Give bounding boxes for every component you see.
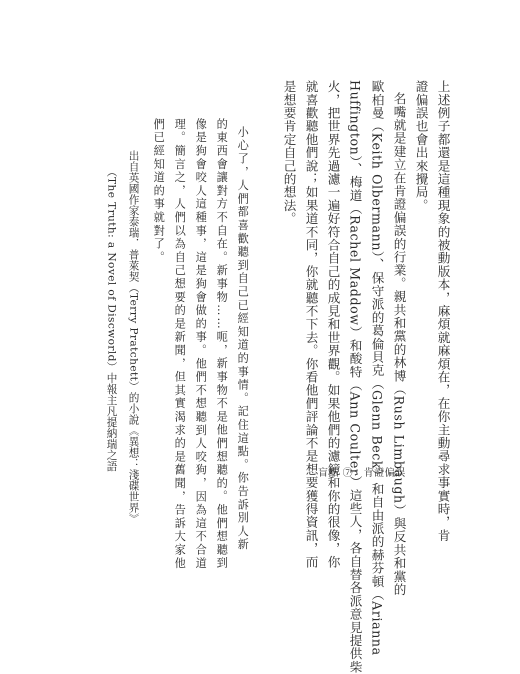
body-line: 證偏誤也會出來攪局。 <box>413 80 429 212</box>
running-head: 盲點 ⑦：肯證偏誤 <box>318 468 406 479</box>
body-line: 名嘴就是建立在肯證偏誤的行業。親共和黨的林博（Rush Limbaugh）與反共和黨的 <box>391 92 407 597</box>
quote-line: 理。簡言之，人們以為自己想要的是新聞，但其實渴求的是舊聞，告訴大家他 <box>173 118 187 571</box>
quote-source-line: 出自英國作家泰瑞．普萊契（Terry Pratchett）的小說《異想：淺碟世界》 <box>127 150 140 525</box>
quote-line: 們已經知道的事就對了。 <box>152 118 166 265</box>
quote-line: 像是狗會咬人這種事，這是狗會做的事。他們不想聽到人咬狗，因為這不合道 <box>194 118 208 571</box>
body-line: 是想要肯定自己的想法。 <box>281 80 297 226</box>
body-line: 上述例子都還是這種現象的被動版本，麻煩就麻煩在，在你主動尋求事實時，肯 <box>435 80 451 542</box>
quote-line: 小心了，人們都喜歡聽到自己已經知道的事情。記住這點。你告訴別人新 <box>236 126 250 552</box>
body-line: 歐柏曼（Keith Olbermann）、保守派的葛倫貝克（Glenn Beck）和自由派的赫芬頓（Arianna <box>369 80 385 656</box>
quote-line: 的東西會讓對方不自在。新事物……呃，新事物不是他們想聽的。他們想聽到 <box>215 118 229 571</box>
body-line: 就喜歡聽他們說；如果道不同，你就聽不下去。你看他們評論不是想要獲得資訊，而 <box>303 80 319 569</box>
body-line: 火，把世界先過濾一遍好符合自己的成見和世界觀。如果他們的濾鏡和你的很像，你 <box>325 80 341 569</box>
quote-source-line: （The Truth: a Novel of Discworld）中報主凡提納瑞之語 <box>105 166 118 472</box>
body-line: Huffington）、梅道（Rachel Maddow）和酸特（Ann Coulter）這些人，各自替各派意見提供柴 <box>347 80 363 674</box>
